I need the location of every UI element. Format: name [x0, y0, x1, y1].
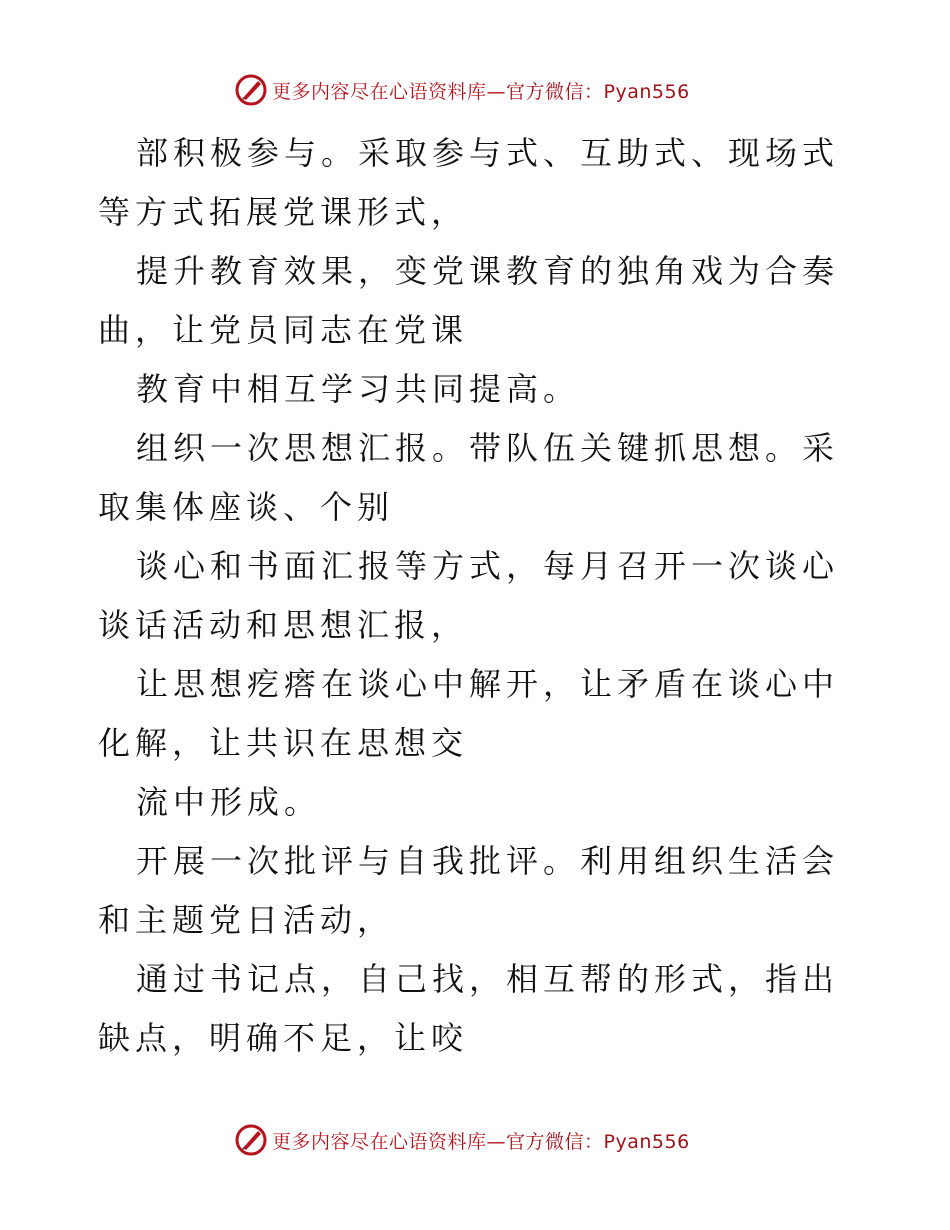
banner-text [272, 77, 690, 104]
paragraph: 让思想疙瘩在谈心中解开，让矛盾在谈心中化解，让共识在思想交 [98, 665, 840, 762]
paragraph: 部积极参与。采取参与式、互助式、现场式等方式拓展党课形式， [98, 134, 840, 231]
paragraph: 谈心和书面汇报等方式，每月召开一次谈心谈话活动和思想汇报， [98, 547, 840, 644]
paragraph: 教育中相互学习共同提高。 [136, 370, 581, 408]
banner-title: 更多内容尽在心语资料库 [272, 80, 487, 103]
paragraph: 提升教育效果，变党课教育的独角戏为合奏曲，让党员同志在党课 [98, 252, 840, 349]
banner-text [272, 1127, 690, 1154]
header-banner [234, 72, 734, 108]
banner-title: 更多内容尽在心语资料库 [272, 1130, 487, 1153]
banner-separator: — [486, 1130, 507, 1153]
banner-suffix: 官方微信：Pyan556 [506, 80, 690, 103]
footer-banner [234, 1122, 734, 1158]
document-body [98, 124, 858, 1068]
paragraph: 流中形成。 [136, 783, 322, 821]
paragraph: 通过书记点，自己找，相互帮的形式，指出缺点，明确不足，让咬 [98, 960, 840, 1057]
paragraph: 开展一次批评与自我批评。利用组织生活会和主题党日活动， [98, 842, 840, 939]
banner-separator: — [486, 80, 507, 103]
quill-pen-logo-icon [234, 73, 268, 107]
paragraph: 组织一次思想汇报。带队伍关键抓思想。采取集体座谈、个别 [98, 429, 840, 526]
quill-pen-logo-icon [234, 1123, 268, 1157]
banner-suffix: 官方微信：Pyan556 [506, 1130, 690, 1153]
